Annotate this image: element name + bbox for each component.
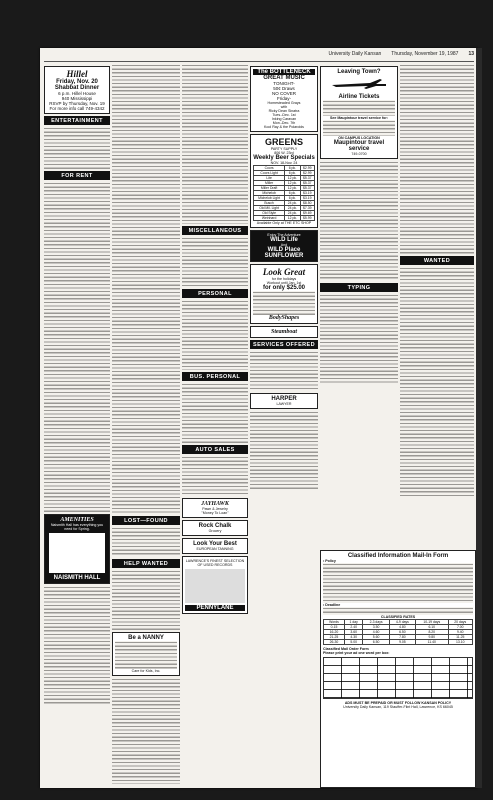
table-cell: 4-9 days [389,620,415,625]
table-cell: 6.50 [363,640,389,645]
binding-edge [476,48,482,788]
wildlife-line: And [280,243,288,247]
amenities-ad [44,514,110,584]
hillel-line: RSVP by Thursday, Nov. 19 [49,101,105,106]
bottleneck-line: Mon.-Dec. 7th [272,121,296,125]
classified-policy: • Policy [323,559,336,563]
nanny-title: Be a NANNY [128,635,164,641]
table-cell: Michelob Light [254,196,285,201]
classified-text [112,64,180,514]
bottleneck-line: Friday- [276,96,291,101]
maupintour-phone: 749-0700 [351,152,367,156]
lookgreat-sub: for the holidays [271,277,297,281]
hillel-line: Shabbat Dinner [54,85,100,91]
classified-text [44,182,110,512]
table-cell: 21-25 [324,635,345,640]
table-cell: 6.50 [389,630,415,635]
table-cell: 4.60 [363,630,389,635]
column-2 [112,64,180,784]
masthead-paper: University Daily Kansan [328,51,382,57]
bottleneck-line: Kool Ray & the Polaroids [264,125,304,129]
harper-title: HARPER [271,396,297,402]
classified-text [182,383,248,443]
harper-lawyer-ad [250,393,318,409]
section-header-entertainment: ENTERTAINMENT [44,116,110,125]
table-cell: 0-15 [324,625,345,630]
wildlife-ad [250,230,318,262]
table-cell: 16-20 [324,630,345,635]
table-cell: 5.60 [363,635,389,640]
bottleneck-line: NO COVER [271,91,296,96]
section-header-typing: TYPING [320,283,398,292]
table-cell: Coors Light [254,171,285,176]
table-cell: $3.19 [300,196,314,201]
beer-price-table [253,165,315,221]
section-header-for-rent: FOR RENT [44,171,110,180]
bottleneck-title: The BOTTLENECK [253,69,315,75]
look-great-ad [250,264,318,324]
table-cell: 5.00 [344,640,363,645]
pennylane-sub: LAWRENCE'S FINEST SELECTION OF USED RECORDS [185,559,245,567]
greens-ad [250,134,318,228]
classified-text [400,267,474,497]
table-cell: 10-19 days [416,620,448,625]
table-cell: $8.50 [300,201,314,206]
table-cell: 11.40 [416,640,448,645]
leaving-tickets: Airline Tickets [338,94,380,100]
table-cell: Michelob [254,191,285,196]
amenities-footer: NAISMITH HALL [53,575,101,581]
classified-footer: ADS MUST BE PREPAID OR MUST FOLLOW KANSAN POLICY [344,701,452,705]
table-cell: 7.00 [448,625,473,630]
jayhawk-sub: Pawn & Jewelry [202,507,228,511]
newspaper-page [40,48,478,788]
column-3 [182,64,248,784]
leaving-title: Leaving Town? [337,69,381,75]
table-cell: Words [324,620,345,625]
greens-sub: PARTY SUPPLY [270,147,298,151]
classified-text [182,64,248,224]
greens-title: GREENS [264,137,303,147]
classified-text [44,127,110,169]
table-cell: 12 pk. [285,176,300,181]
table-cell: 2.40 [344,625,363,630]
table-cell: 12 pk. [285,216,300,221]
classified-text [44,586,110,706]
hillel-title: Hillel [66,69,88,79]
table-cell: 6.10 [416,625,448,630]
classified-text [112,570,180,630]
classified-text [320,161,398,281]
amenities-body: Naismith Hall has everything you need for Spring. [50,523,104,531]
classified-print-note: Please print your ad one word per box: [323,651,390,655]
masthead-page-number: 13 [468,51,474,57]
rate-row [324,640,473,645]
table-cell: 4.30 [344,635,363,640]
bottleneck-line: Inking Caravan [271,117,297,121]
table-cell: 7.80 [389,635,415,640]
greens-footer: Available Only at THE ETC SHOP [256,221,312,225]
table-cell: Weinhard [254,216,285,221]
classified-text [250,351,318,391]
look-your-best-ad [182,538,248,554]
column-1 [44,64,110,784]
hillel-line: For more info call 749-4342 [49,106,105,111]
table-cell: 3.50 [363,625,389,630]
table-cell: 4.80 [389,625,415,630]
table-cell: Old Mil. Light [254,206,285,211]
lookbest-sub: EUROPEAN TANNING [196,547,234,551]
bottleneck-ad [250,66,318,132]
lookgreat-line: Workout until Jan. 1st [266,281,302,285]
table-cell: 6 pk. [285,166,300,171]
table-cell: $5.99 [300,216,314,221]
table-cell: 12 pk. [285,181,300,186]
greens-specials: Weekly Beer Specials [253,155,315,161]
bottleneck-line: TONIGHT- [273,81,295,86]
lookgreat-title: Look Great [262,267,306,277]
bottleneck-line: Ricky Dean Sinatra [268,109,300,113]
lookgreat-line: for only $25.00 [262,285,306,291]
amenities-title: AMENITIES [60,517,94,523]
column-4 [250,64,318,784]
table-cell: 6 pk. [285,171,300,176]
section-header-services: SERVICES OFFERED [250,340,318,349]
section-header-miscellaneous: MISCELLANEOUS [182,226,248,235]
leaving-see: See Maupintour travel service for: [330,116,388,120]
table-cell: Lite [254,176,285,181]
table-cell: 9.40 [448,630,473,635]
airplane-icon [330,77,388,91]
steamboat-title: Steamboat [270,329,297,335]
hillel-ad [44,66,110,114]
jayhawk-pawn-ad [182,498,248,518]
table-cell: 8.20 [416,630,448,635]
section-header-wanted: WANTED [400,256,474,265]
classified-mail-in-form [320,550,476,788]
rockchalk-title: Rock Chalk [198,523,232,529]
nanny-footer: Care for Kids, Inc. [131,669,161,673]
table-cell: 6 pk. [285,196,300,201]
table-cell: 12 pk. [285,186,300,191]
bottleneck-line: with [280,105,288,109]
rockchalk-sub: Grocery [208,529,222,533]
table-cell: Coors [254,166,285,171]
jayhawk-line: "Money To Loan" [201,511,229,515]
table-cell: 13.10 [448,640,473,645]
classified-title: Classified Information Mail-In Form [347,553,449,559]
table-cell: $3.19 [300,191,314,196]
classified-text [182,237,248,287]
rate-table [323,619,473,645]
bottleneck-line: GREAT MUSIC [263,75,305,81]
greens-address: 806 W. 23rd [274,151,294,155]
hillel-line: 940 Mississippi [61,96,93,101]
classified-deadline: • Deadline [323,603,341,607]
section-header-lost-found: LOST—FOUND [112,516,180,525]
table-cell: $5.37 [300,181,314,186]
table-cell: 24 pk. [285,211,300,216]
lookbest-title: Look Your Best [193,541,237,547]
section-header-help-wanted: HELP WANTED [112,559,180,568]
table-cell: Miller [254,181,285,186]
pennylane-ad [182,556,248,614]
rock-chalk-grocery-ad [182,520,248,536]
bottleneck-line: Tues.-Dec. 1st [272,113,296,117]
table-cell: Miller Draft [254,186,285,191]
leaving-location: ON CAMPUS LOCATION [338,136,380,140]
masthead-date: Thursday, November 19, 1987 [391,51,459,57]
table-cell: 9.05 [389,640,415,645]
classified-form-title: Classified Mail Order Form [323,647,369,651]
table-cell: $9.69 [300,211,314,216]
table-cell: $5.37 [300,186,314,191]
table-cell: 2-3 days [363,620,389,625]
table-cell: 11.25 [448,635,473,640]
hillel-line: Friday, Nov. 20 [56,79,98,85]
table-cell: 9.80 [416,635,448,640]
word-entry-grid[interactable] [323,657,473,699]
classified-address: University Daily Kansan, 119 Stauffer-Flint Hall, Lawrence, KS 66045 [343,705,453,709]
section-header-auto-sales: AUTO SALES [182,445,248,454]
jayhawk-title: JAYHAWK [201,501,229,507]
classified-text [250,411,318,491]
wildlife-line: Enjoy The Adventure [267,233,301,237]
classified-text [182,300,248,370]
bottleneck-line: Homesteaded Grays [267,101,301,105]
nanny-ad [112,632,180,676]
table-cell: Old Style [254,211,285,216]
table-cell: $7.39 [300,206,314,211]
steamboat-ad [250,326,318,338]
maupintour-logo: Maupintour travel service [333,140,385,152]
wildlife-line: WILD Life [270,237,298,243]
classified-text [400,64,474,254]
masthead [44,51,474,62]
table-cell: 3.60 [344,630,363,635]
table-cell: $2.99 [300,171,314,176]
table-cell: 6 pk. [285,191,300,196]
pennylane-title: PENNYLANE [185,605,245,611]
table-cell: 24 pk. [285,201,300,206]
table-cell: $5.37 [300,176,314,181]
wildlife-line: WILD Place [267,247,301,253]
table-cell: 20 days [448,620,473,625]
bottleneck-line: 50¢ Draws [273,86,295,91]
harper-sub: LAWYER [276,402,292,406]
greens-dates: NOV. 18-Nov. 24 [270,161,298,165]
classified-rates-title: CLASSIFIED RATES [380,615,416,619]
bodyshapes-logo: BodyShapes [268,315,300,321]
classified-text [112,527,180,557]
table-cell: Busch [254,201,285,206]
hillel-line: 6 p.m. Hillel House [58,91,96,96]
table-cell: 24 pk. [285,206,300,211]
table-cell: 1 day [344,620,363,625]
table-cell: 26-30 [324,640,345,645]
section-header-bus-personal: BUS. PERSONAL [182,372,248,381]
classified-text [182,456,248,496]
leaving-town-ad [320,66,398,159]
section-header-personal: PERSONAL [182,289,248,298]
classified-text [320,294,398,384]
classified-text [112,678,180,784]
table-cell: $2.99 [300,166,314,171]
wildlife-line: SUNFLOWER [264,253,304,259]
beer-price-row [254,216,315,221]
